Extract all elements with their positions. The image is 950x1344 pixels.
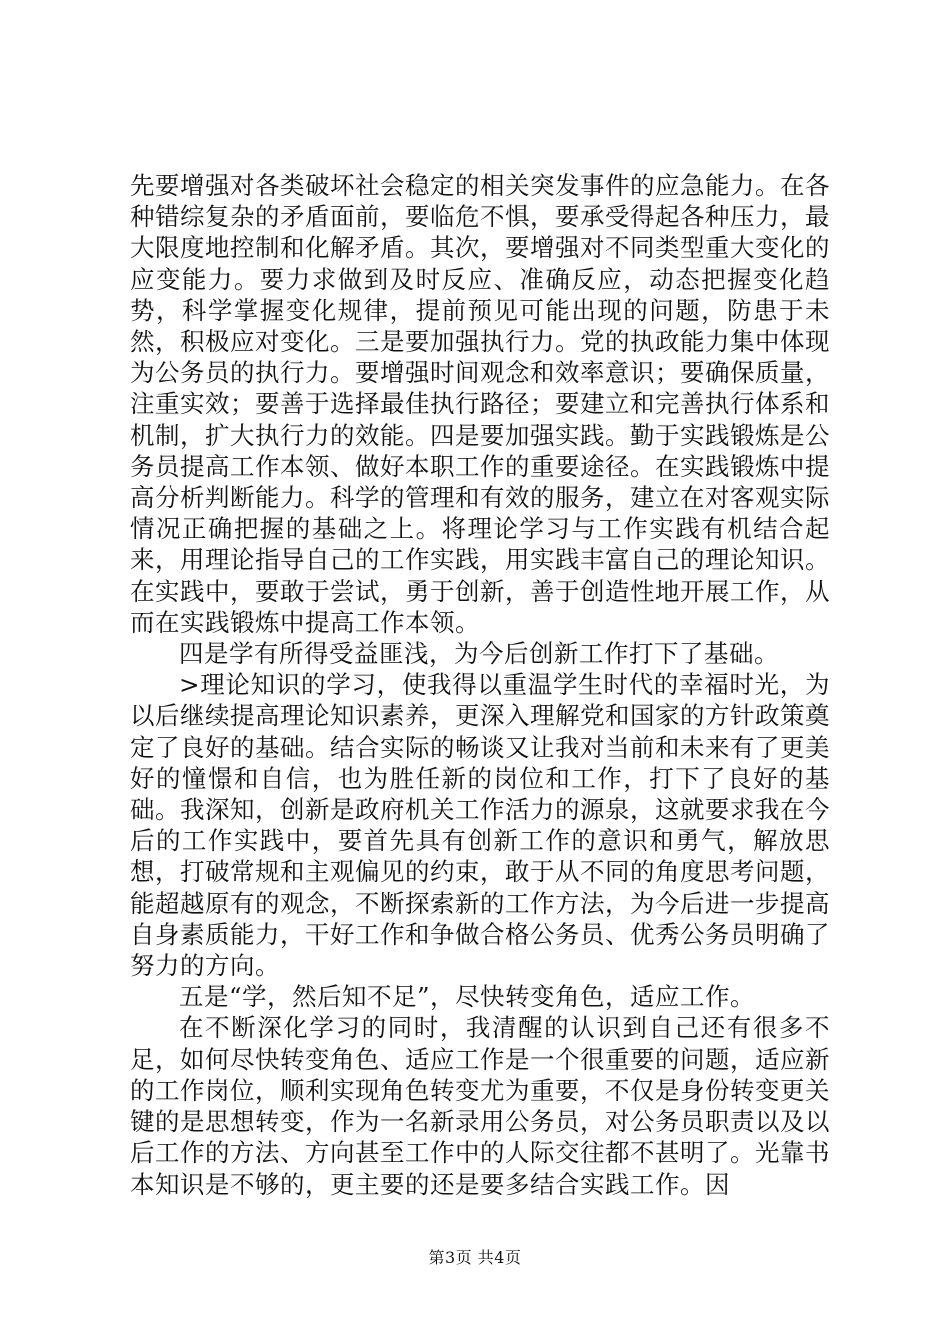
- paragraph-4: 五是“学，然后知不足”，尽快转变角色，适应工作。: [179, 982, 756, 1012]
- paragraph-3: >理论知识的学习，使我得以重温学生时代的幸福时光，为以后继续提高理论知识素养，更深入理解党和国家的方针政策奠定了良好的基础。结合实际的畅谈又让我对当前和未来有了更美好的憧憬和自信，也为胜任新的岗位和工作，打下了良好的基础。我深知，创新是政府机关工作活力的源泉，这就要求我在今后的工作实践中，要首先具有创新工作的意识和勇气，解放思想，打破常规和主观偏见的约束，敢于从不同的角度思考问题，能超越原有的观念，不断探索新的工作方法，为今后进一步提高自身素质能力，干好工作和争做合格公务员、优秀公务员明确了努力的方向。: [130, 670, 830, 981]
- page-number-footer: 第3页 共4页: [428, 1248, 522, 1267]
- paragraph-1: 先要增强对各类破坏社会稳定的相关突发事件的应急能力。在各种错综复杂的矛盾面前，要临危不惧，要承受得起各种压力，最大限度地控制和化解矛盾。其次，要增强对不同类型重大变化的应变能力。要力求做到及时反应、准确反应，动态把握变化趋势，科学掌握变化规律，提前预见可能出现的问题，防患于未然，积极应对变化。三是要加强执行力。党的执政能力集中体现为公务员的执行力。要增强时间观念和效率意识；要确保质量，注重实效；要善于选择最佳执行路径；要建立和完善执行体系和机制，扩大执行力的效能。四是要加强实践。勤于实践锻炼是公务员提高工作本领、做好本职工作的重要途径。在实践锻炼中提高分析判断能力。科学的管理和有效的服务，建立在对客观实际情况正确把握的基础之上。将理论学习与工作实践有机结合起来，用理论指导自己的工作实践，用实践丰富自己的理论知识。在实践中，要敢于尝试，勇于创新，善于创造性地开展工作，从而在实践锻炼中提高工作本领。: [130, 171, 830, 637]
- document-body: [130, 170, 830, 1200]
- paragraph-2: 四是学有所得受益匪浅，为今后创新工作打下了基础。: [179, 639, 779, 669]
- paragraph-5: 在不断深化学习的同时，我清醒的认识到自己还有很多不足，如何尽快转变角色、适应工作是一个很重要的问题，适应新的工作岗位，顺利实现角色转变尤为重要，不仅是身份转变更关键的是思想转变，作为一名新录用公务员，对公务员职责以及以后工作的方法、方向甚至工作中的人际交往都不甚明了。光靠书本知识是不够的，更主要的还是要多结合实践工作。因: [130, 1013, 830, 1199]
